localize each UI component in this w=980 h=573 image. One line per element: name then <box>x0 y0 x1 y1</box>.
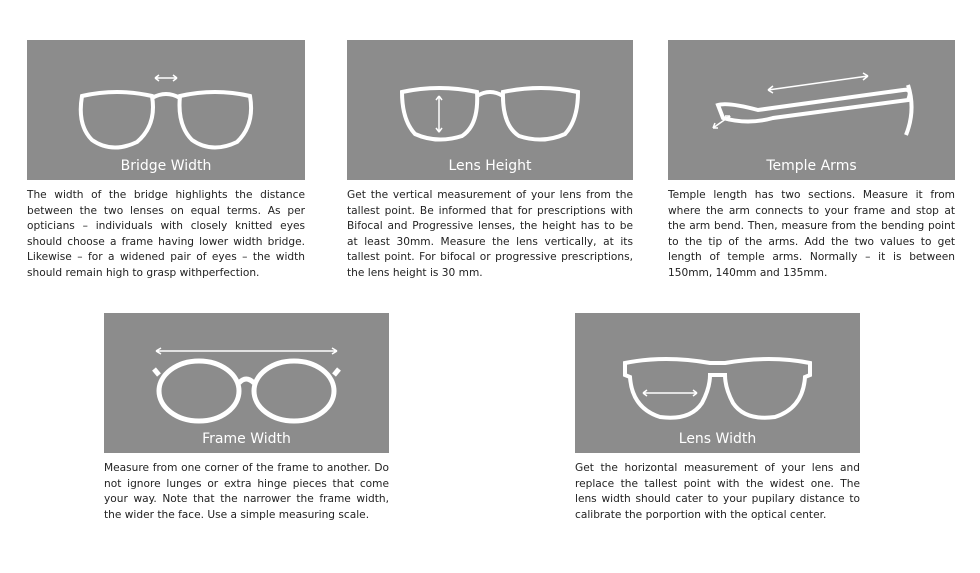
description: The width of the bridge highlights the distance between the two lenses on equal terms. As per opticians – individuals with closely knitted eyes should choose a frame having lower width bridge. Likewise – for a widened pair of eyes – the width should remain high to grasp withperfection. <box>27 189 305 279</box>
description: Get the vertical measurement of your lens from the tallest point. Be informed that for prescriptions with Bifocal and Progressive lenses, the height has to be at least 30mm. Measure the lens vertically, at its tallest point. For bifocal or progressive prescriptions, the lens height is 30 mm. <box>347 189 633 279</box>
card-bridge-width <box>27 40 305 282</box>
panel <box>668 40 955 180</box>
panel-title: Temple Arms <box>766 158 857 174</box>
card-lens-width <box>575 313 860 523</box>
panel-title: Lens Height <box>448 158 532 174</box>
panel <box>27 40 305 180</box>
panel <box>104 313 389 453</box>
card-lens-height <box>347 40 633 282</box>
description: Get the horizontal measurement of your lens and replace the tallest point with the widest one. The lens width should cater to your pupilary distance to calibrate the porportion with the optical center. <box>575 462 860 521</box>
card-temple-arms <box>668 40 955 282</box>
panel <box>575 313 860 453</box>
panel-title: Frame Width <box>202 431 291 447</box>
panel-title: Lens Width <box>678 431 757 447</box>
description: Temple length has two sections. Measure it from where the arm connects to your frame and stop at the arm bend. Then, measure from the bending point to the tip of the arms. Add the two values to get length of temple arms. Normally – it is between 150mm, 140mm and 135mm. <box>668 189 955 279</box>
description: Measure from one corner of the frame to another. Do not ignore lunges or extra hinge pieces that come your way. Note that the narrower the frame width, the wider the face. Use a simple measuring scale. <box>104 462 389 521</box>
panel-title: Bridge Width <box>120 158 212 174</box>
panel <box>347 40 633 180</box>
card-frame-width <box>104 313 389 523</box>
